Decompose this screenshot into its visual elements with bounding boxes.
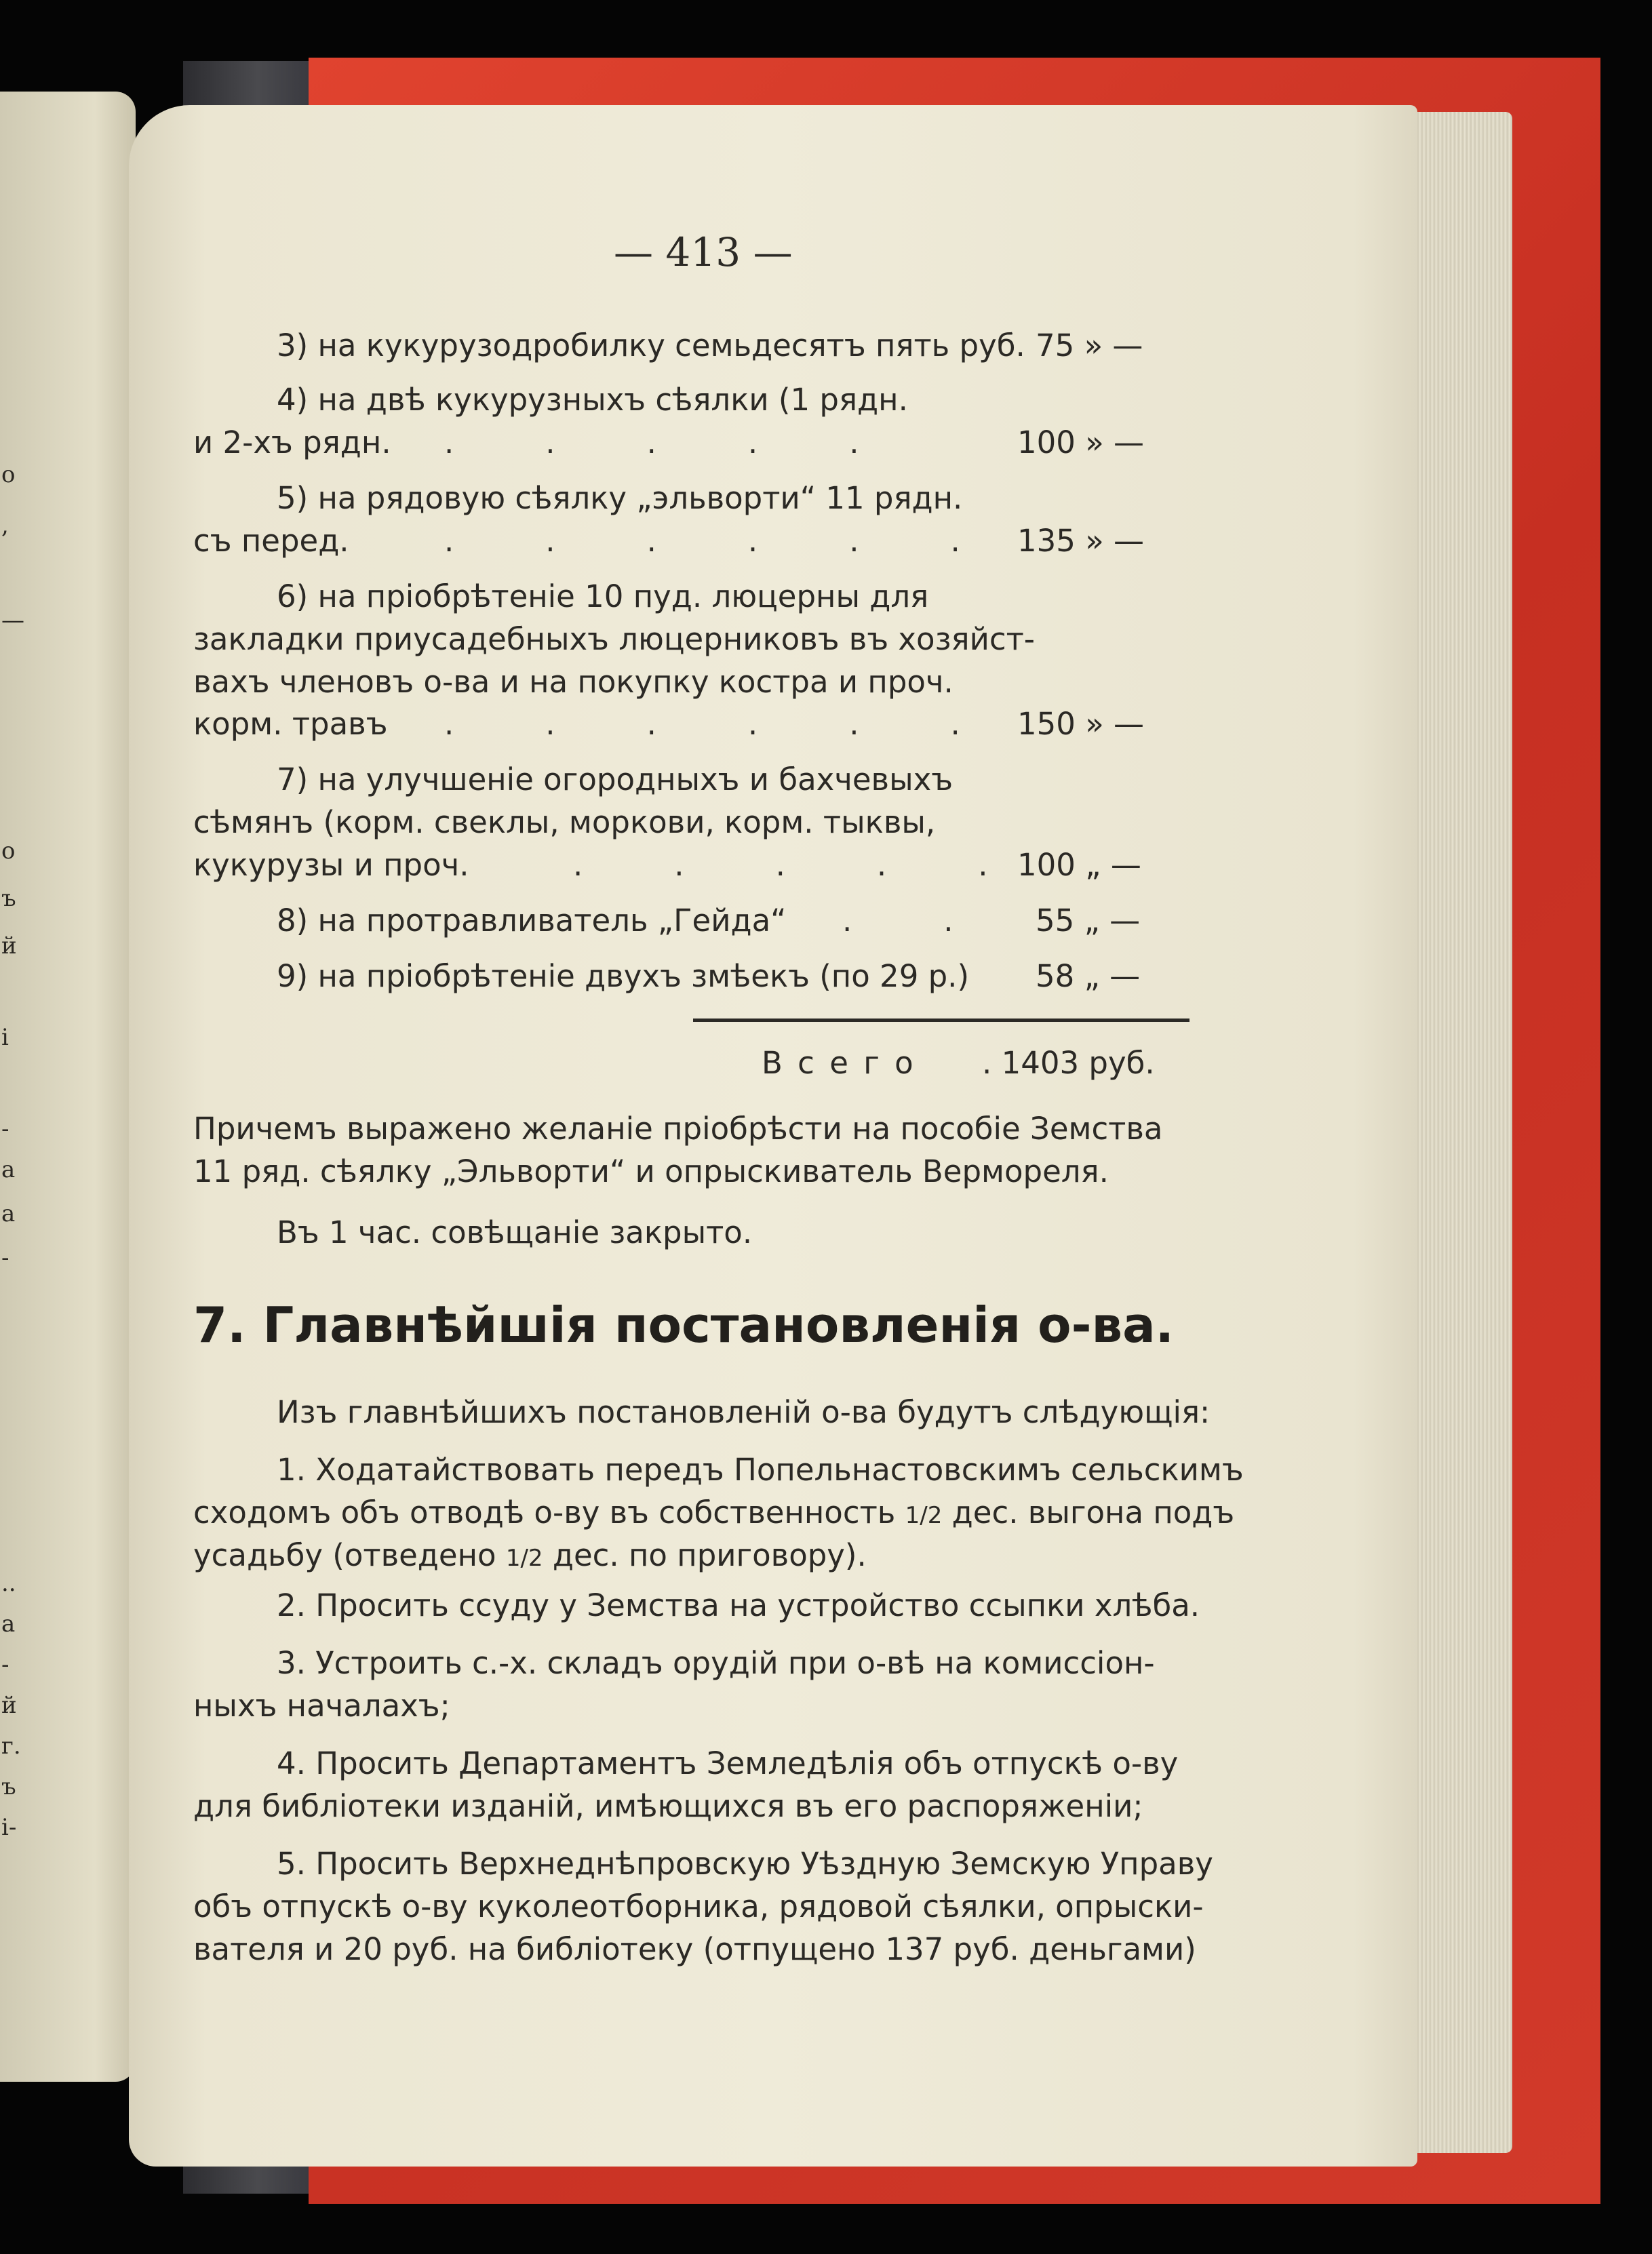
resolution-1-line-1: 1. Ходатайствовать передъ Попельнастовскимъ сельскимъ <box>277 1452 1244 1488</box>
intro-line: Изъ главнѣйшихъ постановленій о-ва будутъ слѣдующія: <box>277 1394 1211 1430</box>
item-4-amount: 100 » — <box>1017 424 1145 460</box>
page-number: — 413 — <box>614 229 793 275</box>
item-7-amount: 100 „ — <box>1017 847 1141 883</box>
item-7-line-3: кукурузы и проч. <box>193 847 469 883</box>
resolution-3-line-1: 3. Устроить с.-х. складъ орудій при о-вѣ на комиссіон- <box>277 1645 1155 1681</box>
left-page-edge: о , — о ъ й і - а а - .. а - й г. ъ і- <box>0 92 136 2082</box>
item-5-amount: 135 » — <box>1017 523 1145 559</box>
resolution-5-line-3: вателя и 20 руб. на библіотеку (отпущено 137 руб. деньгами) <box>193 1931 1196 1967</box>
item-7-line-1: 7) на улучшеніе огородныхъ и бахчевыхъ <box>277 762 953 797</box>
fraction-half: 1/2 <box>505 1545 543 1572</box>
item-4-line-2: и 2-хъ рядн. <box>193 424 391 460</box>
resolution-5-line-1: 5. Просить Верхнеднѣпровскую Уѣздную Земскую Управу <box>277 1846 1213 1882</box>
item-6-line-1: 6) на пріобрѣтеніе 10 пуд. люцерны для <box>277 578 929 614</box>
resolution-4-line-2: для библіотеки изданій, имѣющихся въ его распоряженіи; <box>193 1788 1143 1824</box>
page-stack-edge <box>1404 112 1512 2153</box>
resolution-1-line-3: усадьбу (отведено 1/2 дес. по приговору). <box>193 1537 867 1573</box>
item-3-amount: 75 » — <box>1036 328 1143 363</box>
item-9-line-1: 9) на пріобрѣтеніе двухъ змѣекъ (по 29 р.) <box>277 958 970 994</box>
leader-dots: . . . . . . <box>444 706 960 742</box>
item-6-line-2: закладки приусадебныхъ люцерниковъ въ хозяйст- <box>193 621 1036 657</box>
item-6-line-4: корм. травъ <box>193 706 388 742</box>
wish-line-1: Причемъ выражено желаніе пріобрѣсти на пособіе Земства <box>193 1111 1163 1147</box>
item-3-line-1: 3) на кукурузодробилку семьдесятъ пять руб. <box>277 328 1025 363</box>
resolution-2-line-1: 2. Просить ссуду у Земства на устройство ссыпки хлѣба. <box>277 1587 1200 1623</box>
item-9-amount: 58 „ — <box>1036 958 1141 994</box>
fraction-half: 1/2 <box>905 1502 943 1529</box>
item-6-amount: 150 » — <box>1017 706 1145 742</box>
item-8-amount: 55 „ — <box>1036 903 1141 938</box>
leader-dots: . . <box>842 903 953 938</box>
item-4-line-1: 4) на двѣ кукурузныхъ сѣялки (1 рядн. <box>277 382 908 418</box>
wish-line-2: 11 ряд. сѣялку „Эльворти“ и опрыскиватель Вермореля. <box>193 1153 1109 1189</box>
item-8-line-1: 8) на протравливатель „Гейда“ <box>277 903 787 938</box>
leader-dots: . . . . . <box>444 424 859 460</box>
item-7-line-2: сѣмянъ (корм. свеклы, моркови, корм. тыквы, <box>193 804 936 840</box>
resolution-5-line-2: объ отпускѣ о-ву куколеотборника, рядовой сѣялки, опрыски- <box>193 1889 1204 1924</box>
total-label: В с е г о <box>762 1045 916 1081</box>
item-5-line-2: съ перед. <box>193 523 349 559</box>
resolution-3-line-2: ныхъ началахъ; <box>193 1688 450 1724</box>
resolution-1-line-2: сходомъ объ отводѣ о-ву въ собственность 1/2 дес. выгона подъ <box>193 1495 1235 1530</box>
item-5-line-1: 5) на рядовую сѣялку „эльворти“ 11 рядн. <box>277 480 963 516</box>
closing-line: Въ 1 час. совѣщаніе закрыто. <box>277 1214 753 1250</box>
total-amount: . 1403 руб. <box>982 1045 1155 1081</box>
total-rule <box>693 1019 1189 1022</box>
leader-dots: . . . . . . <box>444 523 960 559</box>
resolution-4-line-1: 4. Просить Департаментъ Земледѣлія объ отпускѣ о-ву <box>277 1745 1179 1781</box>
section-heading: 7. Главнѣйшія постановленія о-ва. <box>193 1297 1175 1353</box>
leader-dots: . . . . . <box>573 847 988 883</box>
item-6-line-3: вахъ членовъ о-ва и на покупку костра и проч. <box>193 664 953 700</box>
